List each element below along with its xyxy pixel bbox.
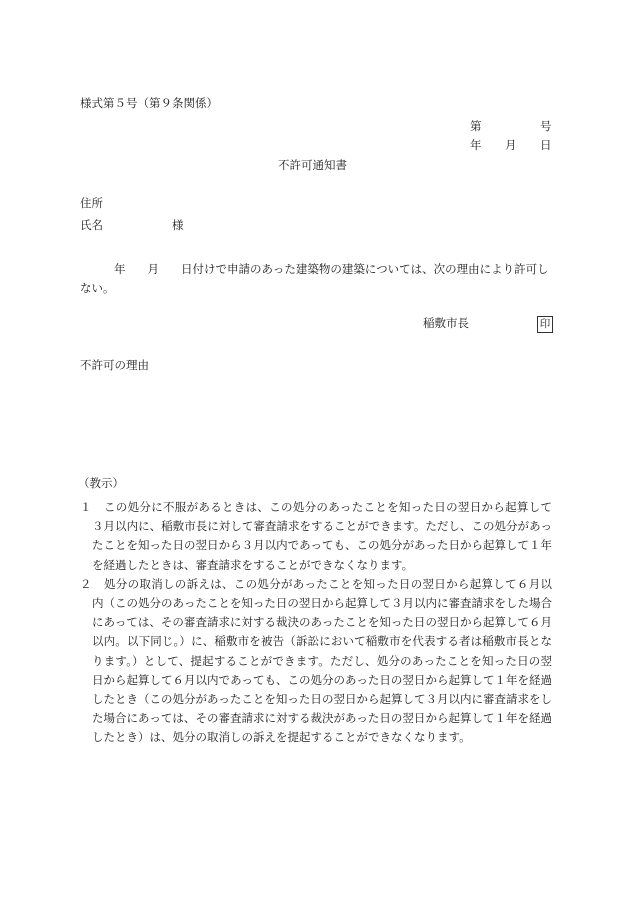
- honorific: 様: [172, 218, 184, 232]
- notice-item: [80, 575, 552, 748]
- notice-item-number: ２: [80, 576, 92, 591]
- document-number-prefix: 第: [470, 119, 482, 133]
- notice-list: [80, 498, 552, 748]
- notice-item-text: 処分の取消しの訴えは、この処分があったことを知った日の翌日から起算して６月以内（この処分のあったことを知った日の翌日から起算して３月以内に審査請求をした場合にあっては、その審査請求に対する裁決のあったことを知った日の翌日から起算して６月以内。以下同じ。）に、稲敷市を被告（訴訟において稲敷市を代表する者は稲敷市長となります。）として、提起することができます。ただし、処分のあったことを知った日の翌日から起算して６月以内であっても、この処分のあった日の翌日から起算して１年を経過したとき（この処分があったことを知った日の翌日から起算して３月以内に審査請求をした場合にあっては、その審査請求に対する裁決があった日の翌日から起算して１年を経過したとき）は、処分の取消しの訴えを提起することができなくなります。: [92, 576, 552, 745]
- document-number-suffix: 号: [540, 119, 552, 133]
- document-title: 不許可通知書: [278, 158, 347, 172]
- notice-item-text: この処分に不服があるときは、この処分のあったことを知った日の翌日から起算して３月以内に、稲敷市長に対して審査請求をすることができます。ただし、この処分があったことを知った日の翌日から３月以内であっても、この処分があった日から起算して１年を経過したときは、審査請求をすることができなくなります。: [92, 500, 552, 572]
- form-number: 様式第５号（第９条関係）: [80, 96, 218, 110]
- address-label: 住所: [80, 196, 103, 210]
- date-month-label: 月: [505, 138, 517, 152]
- body-month-label: 月: [147, 262, 159, 276]
- notice-heading: （教示）: [78, 476, 124, 490]
- issuer-title: 稲敷市長: [423, 316, 469, 330]
- seal-box: 印: [537, 316, 553, 333]
- body-year-label: 年: [114, 262, 126, 276]
- reason-label: 不許可の理由: [80, 358, 149, 372]
- body-text: 日付けで申請のあった建築物の建築については、次の理由により許可しない。: [80, 262, 549, 295]
- date-year-label: 年: [470, 138, 482, 152]
- notice-item: [80, 498, 552, 575]
- notice-item-number: １: [80, 500, 92, 514]
- name-label: 氏名: [80, 218, 103, 232]
- body-paragraph: [80, 260, 552, 298]
- date-day-label: 日: [540, 138, 552, 152]
